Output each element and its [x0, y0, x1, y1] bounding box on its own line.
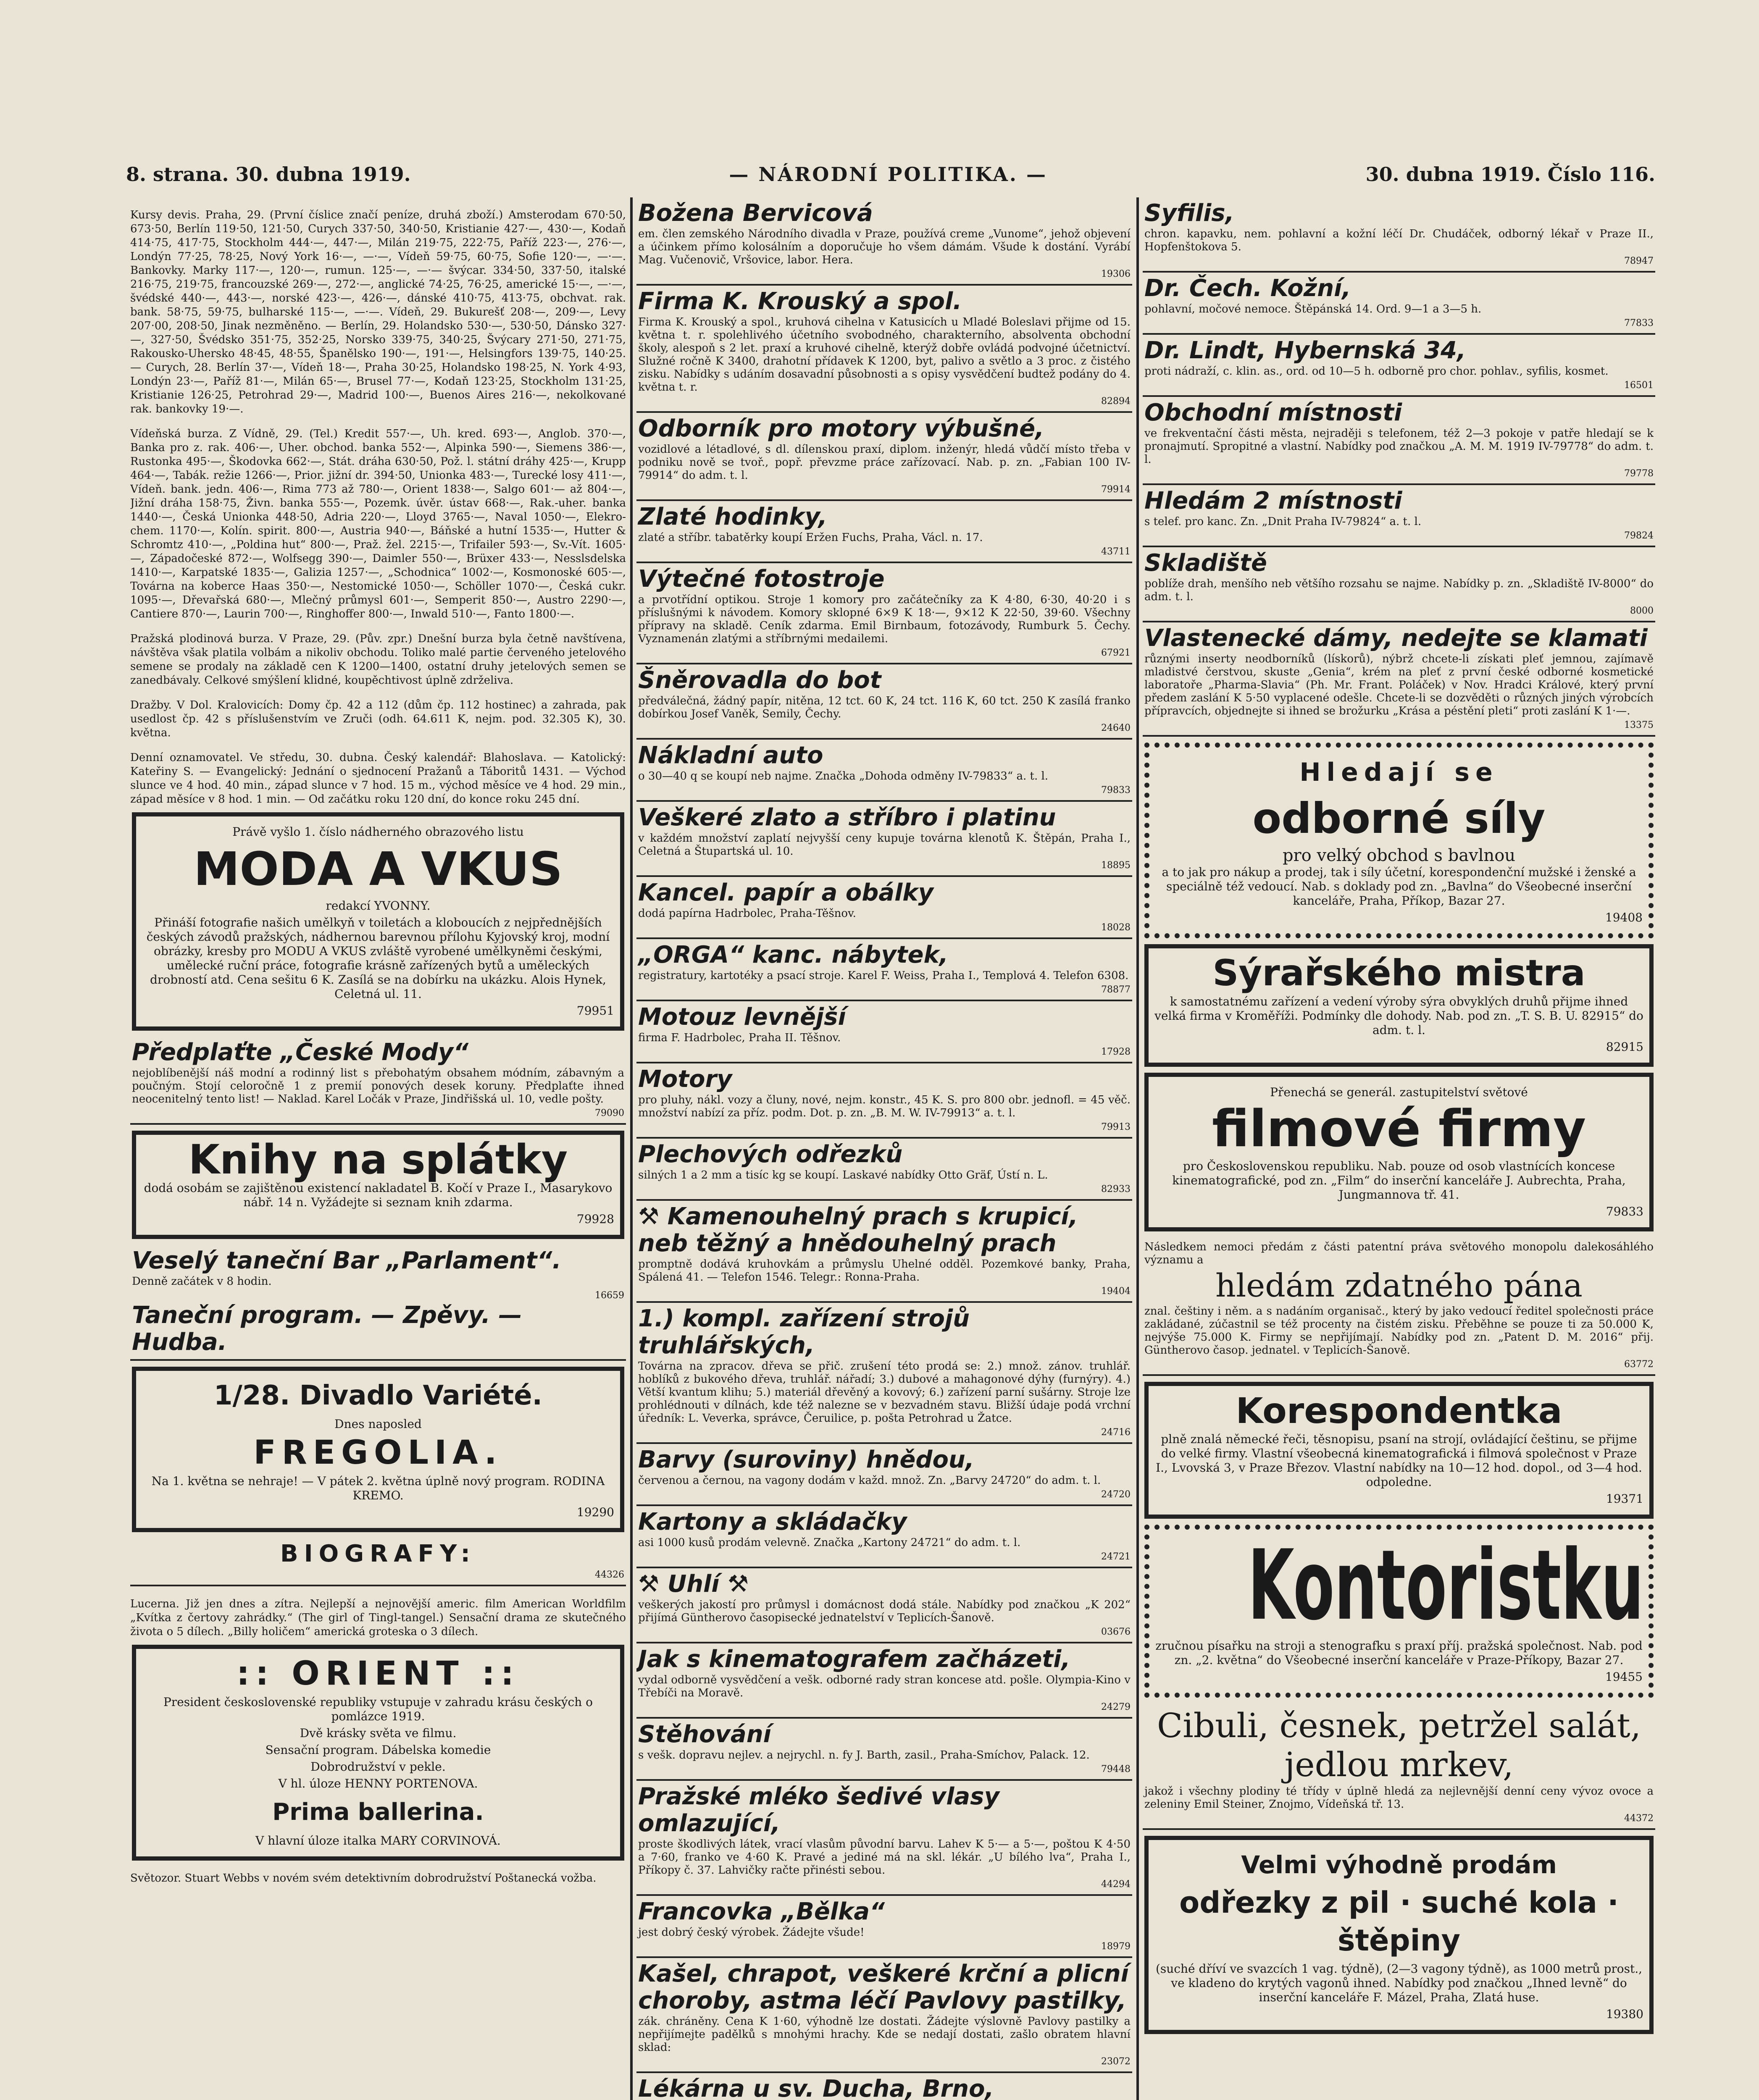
knihy-title: Knihy na splátky: [188, 1136, 568, 1183]
kontoristku-ad: [1144, 1525, 1654, 1698]
ad-text: firma F. Hadrbolec, Praha II. Těšnov.: [638, 1032, 841, 1044]
varietes-note: Na 1. května se nehraje! — V pátek 2. května úplně nový program. RODINA KREMO.: [151, 1474, 605, 1502]
ad-text: Firma K. Krouský a spol., kruhová cihelna v Katusicích u Mladé Boleslavi přijme od 15. května t. r. spolehlivého účetního svobodného, charakterního, absolventa obchodní školy, alespoň s 2 let. praxí a kruhové cihelně, kterýž dobře ovládá podvojné účetnictví. Služné ročně K 3400, drahotní přídavek K 1200, byt, palivo a světlo a 3 proc. z čistého zisku. Nabídky s udáním dosavadní působnosti a s opisy vysvědčení budtež podány do 4. května t. r.: [638, 316, 1131, 394]
col2-ad-21: [636, 1896, 1132, 1958]
ad-text: červenou a černou, na vagony dodám v každ. množ. Zn. „Barvy 24720“ do adm. t. l.: [638, 1474, 1101, 1487]
ad-title: Výtečné fotostroje: [638, 565, 885, 593]
ad-code: 43711: [1101, 546, 1131, 557]
ad-text: předválečná, žádný papír, nitěna, 12 tct. 60 K, 24 tct. 116 K, 60 tct. 250 K zasílá franko dobírkou Josef Vaněk, Semily, Čechy.: [638, 695, 1131, 720]
ad-title: Kancel. papír a obálky: [638, 879, 934, 906]
sily-sub: pro velký obchod s bavlnou: [1282, 846, 1516, 865]
ad-title: 1.) kompl. zařízení strojů truhlářských,: [638, 1305, 970, 1359]
ad-code: 78877: [1101, 984, 1131, 995]
ad-text: asi 1000 kusů prodám velevně. Značka „Kartony 24721“ do adm. t. l.: [638, 1536, 1021, 1549]
zdatny-intro: Následkem nemoci předám z části patentní práva světového monopolu dalekosáhlého významu a: [1144, 1241, 1654, 1266]
ad-code: 13375: [1624, 720, 1654, 730]
col3-ad-4: [1143, 485, 1655, 547]
ad-title: Šněrovadla do bot: [638, 667, 881, 694]
ad-text: pohlavní, močové nemoce. Štěpánská 14. Ord. 9—1 a 3—5 h.: [1144, 303, 1482, 315]
varietes-title: 1/28. Divadlo Variété.: [214, 1380, 542, 1411]
ad-code: 67921: [1101, 648, 1131, 658]
knihy-code: 79928: [576, 1212, 614, 1226]
col2-ad-4: [636, 563, 1132, 664]
orient-text-2: Dvě krásky světa ve filmu.: [300, 1726, 457, 1740]
ad-code: 82933: [1101, 1184, 1131, 1194]
col2-ad-8: [636, 877, 1132, 939]
moda-a-vkus-ad: [132, 812, 624, 1031]
ad-text: vydal odborně vysvědčení a vešk. odborné rady stran koncese atd. pošle. Olympia-Kino v Třebíči na Moravě.: [638, 1674, 1131, 1699]
ad-code: 18028: [1101, 922, 1131, 933]
col2-ad-7: [636, 802, 1132, 877]
col2-ad-16: [636, 1506, 1132, 1568]
ad-text: dodá papírna Hadrbolec, Praha-Těšnov.: [638, 907, 856, 920]
orient-ad: [132, 1645, 624, 1861]
ad-title: Pražské mléko šedivé vlasy omlazující,: [638, 1783, 1000, 1837]
ad-title: Barvy (suroviny) hnědou,: [638, 1446, 975, 1473]
moda-intro: Právě vyšlo 1. číslo nádherného obrazového listu: [232, 825, 524, 839]
ad-code: 17928: [1101, 1047, 1131, 1057]
lucerna-ad: Lucerna. Již jen dnes a zítra. Nejlepší a nejnovější americ. film American Worldfilm „Kvítka z čertovy zahrádky.“ (The girl of Tingl-tangel.) Sensační drama ze skutečného života o 5 dílech. „Billy holičem“ americká groteska o 3 dílech.: [130, 1598, 626, 1638]
ad-code: 24716: [1101, 1427, 1131, 1438]
col2-ad-3: [636, 501, 1132, 563]
odr-big: odřezky z pil · suché kola · štěpiny: [1179, 1885, 1619, 1958]
bar-sub: Denně začátek v 8 hodin.: [132, 1275, 272, 1288]
col2-ad-23: [636, 2073, 1132, 2100]
orient-title: :: ORIENT ::: [236, 1655, 520, 1693]
col2-ad-17: [636, 1568, 1132, 1643]
ad-text: em. člen zemského Národního divadla v Praze, používá creme „Vunome“, jehož objevení a účinkem přímo kolosálním a doporučuje ho všem dámám. Všude k dostání. Vyrábí Mag. Vučenovič, Vršovice, labor. Hera.: [638, 228, 1131, 266]
cibule-ad: [1143, 1704, 1655, 1830]
ad-text: různými inserty neodborníků (lískorů), nýbrž chcete-li získati pleť jemnou, zajímavě mladistvé čerstvou, skuste „Genia“, krém na pleť z první české odborné kosmetické laboratoře „Pharma-Slavia“ (Ph. Mr. Frant. Poláček) v Nov. Hradci Králové, který první předem zaslání K 5·50 vyplacené odešle. Chcete-li se dozvěděti o různých jiných výrobcích přípravcích, objednejte si ihned se brožurku „Krása a péstění pleti“ proti zaslání K 1·—.: [1144, 653, 1654, 717]
ad-title: Lékárna u sv. Ducha, Brno,: [638, 2075, 994, 2100]
ad-text: s vešk. dopravu nejlev. a nejrychl. n. fy J. Barth, zasil., Praha-Smíchov, Palack. 12.: [638, 1749, 1090, 1761]
ad-title: Odborník pro motory výbušné,: [638, 415, 1044, 442]
ad-code: 82894: [1101, 396, 1131, 407]
ad-title: Dr. Lindt, Hybernská 34,: [1144, 337, 1466, 364]
column-1: [130, 197, 626, 2100]
col2-ad-13: [636, 1201, 1132, 1303]
sily-big: odborné síly: [1252, 794, 1546, 843]
col3-ad-2: [1143, 335, 1655, 397]
col2-ad-15: [636, 1444, 1132, 1506]
zdatny-big: hledám zdatného pána: [1215, 1267, 1583, 1304]
col2-ad-10: [636, 1001, 1132, 1063]
ad-text: s telef. pro kanc. Zn. „Dnit Praha IV-79824“ a. t. l.: [1144, 515, 1422, 528]
ad-code: 77833: [1624, 318, 1654, 328]
col2-ad-22: [636, 1958, 1132, 2073]
column-3-classifieds: [1143, 197, 1655, 737]
ad-text: v každém množství zaplatí nejvyšší ceny kupuje továrna klenotů K. Štěpán, Praha I., Celetná a Štupartská ul. 10.: [638, 832, 1131, 858]
ad-title: ⚒ Uhlí ⚒: [638, 1570, 749, 1598]
zdatny-pan-ad: [1143, 1237, 1655, 1376]
ad-text: chron. kapavku, nem. pohlavní a kožní léčí Dr. Chudáček, odborný lékař v Praze II., Hopfenštokova 5.: [1144, 228, 1654, 253]
odborne-sily-ad: [1144, 743, 1654, 938]
devisa-report: Kursy devis. Praha, 29. (První číslice značí peníze, druhá zboží.) Amsterodam 670·50, 673·50, Berlín 119·50, 121·50, Curych 337·50, 340·50, Kristianie 427·—, 430·—, Kodaň 414·75, 417·75, Stockholm 444·—, 447·—, Milán 219·75, 222·75, Paříž 223·—, 276·—, Londýn 77·25, 78·25, Nový York 16·—, —·—, Vídeň 59·75, 60·75, Sofie 120·—, —·—. Bankovky. Marky 117·—, 120·—, rumun. 125·—, —·— švýcar. 334·50, 337·50, italské 216·75, 219·75, francouzské 269·—, 272·—, anglické 74·25, 76·25, americké 15·—, —·—, švédské 440·—, 443·—, norské 423·—, 426·—, dánské 410·75, 413·75, obchvat. rak. bank. 58·75, 59·75, bulharské 115·—, —·—. Vídeň, 29. Bukurešť 208·—, 209·—, Levy 207·00, 208·50, Jinak nezměněno. — Berlín, 29. Holandsko 530·—, 530·50, Dánsko 327·—, 327·50, Švédsko 351·75, 352·25, Norsko 339·75, 340·25, Švýcary 271·50, 271·75, Rakousko-Uhersko 48·45, 48·55, Španělsko 190·—, 191·—, Helsingfors 139·75, 140·25. — Curych, 28. Berlín 37·—, Vídeň 18·—, Praha 30·25, Holandsko 198·25, N. York 4·93, Londýn 23·—, Paříž 81·—, Milán 65·—, Brusel 77·—, Kodaň 123·25, Stockholm 131·25, Kristianie 126·25, Petrohrad 29·—, Madrid 100·—, Buenos Aires 216·—, nekolkované rak. bankovky 19·—.: [130, 209, 626, 415]
ad-code: 79824: [1624, 530, 1654, 541]
varietes-code: 19290: [576, 1505, 614, 1519]
ad-code: 79914: [1101, 484, 1131, 495]
zdatny-text: znal. češtiny i něm. a s nadáním organisač., který by jako vedoucí ředitel společnosti práce zakládané, zúčastnil se též procenty na čistém zisku. Přeběhne se pouze ti za 50.000 K, nejvýše 75.000 K. Firmy se nepřijímají. Nabídky pod zn. „Patent D. M. 2016“ přij. Güntherovo časop. jednatel. v Teplicích-Šanově.: [1144, 1305, 1654, 1357]
column-2: [636, 197, 1132, 2100]
film-big: filmové firmy: [1212, 1100, 1586, 1158]
daily-calendar: Denní oznamovatel. Ve středu, 30. dubna. Český kalendář: Blahoslava. — Katolický: Kateřiny S. — Evangelický: Jednání o sjednocení Pražanů a Táboritů 1431. — Východ slunce ve 4 hod. 40 min., západ slunce v 7 hod. 15 m., východ měsíce ve 4 hod. 29 min., západ měsíce v 8 hod. 1 min. — Od začátku roku 120 dní, do konce roku 245 dní.: [130, 751, 626, 806]
bar-title: Veselý taneční Bar „Parlament“.: [132, 1247, 561, 1274]
moda-text: Přináší fotografie našich umělkyň v toiletách a kloboucích z nejpřednějších českých závodů pražských, nádhernou barevnou přílohu Kyjovský kroj, modní obrázky, kresby pro MODU A VKUS zvláště vyrobené umělkyněmi českými, umělecké ruční práce, fotografie krásně zařízených bytů a uměleckých drobností atd. Cena sešitu 6 K. Zasílá se na dobírku na ukázku. Alois Hynek, Celetná ul. 11.: [146, 916, 610, 1001]
varietes-ad: [132, 1367, 624, 1532]
kont-big: Kontoristku: [1248, 1530, 1644, 1642]
col2-ad-18: [636, 1643, 1132, 1719]
ad-title: Zlaté hodinky,: [638, 503, 827, 530]
moda-editor: redakcí YVONNY.: [326, 899, 431, 913]
moda-title: MODA A VKUS: [193, 842, 563, 896]
biografy-heading: [130, 1538, 626, 1586]
ad-code: 19306: [1101, 269, 1131, 279]
sily-text: a to jak pro nákup a prodej, tak i síly účetní, korespondenční mužské i ženské a speciálně též vedoucí. Nab. s doklady pod zn. „Bavlna“ do Všeobecné inserční kanceláře, Praha, Příkop, Bazar 27.: [1162, 865, 1636, 908]
ad-code: 8000: [1630, 606, 1654, 616]
biografy-title: BIOGRAFY:: [280, 1540, 476, 1567]
ad-title: Francovka „Bělka“: [638, 1898, 885, 1925]
col2-ad-9: [636, 939, 1132, 1001]
ad-text: pro pluhy, nákl. vozy a čluny, nové, nejm. konstr., 45 K. S. pro 800 obr. jednofl. = 45 věč. množství nabízí za příz. podm. Dot. p. zn. „B. M. W. IV-79913“ a. t. l.: [638, 1094, 1131, 1119]
ad-text: registratury, kartotéky a psací stroje. Karel F. Weiss, Praha I., Templová 4. Telefon 6308.: [638, 969, 1129, 982]
col3-ad-6: [1143, 622, 1655, 737]
predplatte-text: nejoblíbenější náš modní a rodinný list s přebohatým obsahem módním, zábavným a poučným. Stojí celoročně 1 z premií ponových desek koruny. Předplaťte ihned neocenitelný tento list! — Naklad. Karel Ločák v Praze, Jindřišská ul. 10, vedle pošty.: [132, 1067, 624, 1105]
ad-text: a prvotřídní optikou. Stroje 1 komory pro začátečníky za K 4·80, 6·30, 40·20 i s příslušnými k návodem. Komory sklopné 6×9 K 18·—, 9×12 K 22·50, 39·60. Všechny přípravy na skladě. Ceník zdarma. Emil Birnbaum, fotozávody, Rumburk 5. Čechy. Vyznamenán zlatými a stříbrnými medailemi.: [638, 593, 1131, 645]
syrar-ad: [1144, 944, 1654, 1067]
ad-text: proti nádraží, c. klin. as., ord. od 10—5 h. odborně pro chor. pohlav., syfilis, kosmet.: [1144, 365, 1609, 378]
ad-code: 16501: [1624, 380, 1654, 391]
korespondentka-ad: [1144, 1382, 1654, 1519]
col3-ad-3: [1143, 397, 1655, 485]
col3-ad-0: [1143, 197, 1655, 273]
ad-title: Firma K. Krouský a spol.: [638, 288, 962, 315]
zdatny-code: 63772: [1624, 1359, 1654, 1370]
ad-title: Vlastenecké dámy, nedejte se klamati: [1144, 625, 1648, 652]
ad-code: 79913: [1101, 1122, 1131, 1132]
ad-title: Nákladní auto: [638, 742, 823, 769]
column-rule-2: [1136, 197, 1139, 2100]
ad-code: 03676: [1101, 1627, 1131, 1637]
ad-title: Skladiště: [1144, 549, 1267, 577]
ad-code: 23072: [1101, 2056, 1131, 2067]
ad-text: silných 1 a 2 mm a tisíc kg se koupí. Laskavé nabídky Otto Gräf, Ústí n. L.: [638, 1169, 1048, 1181]
orient-text-6: Prima ballerina.: [272, 1798, 484, 1826]
ad-title: Motory: [638, 1066, 732, 1093]
odrezky-ad: [1144, 1836, 1654, 2034]
ad-title: Stěhování: [638, 1721, 771, 1748]
moda-code: 79951: [576, 1004, 614, 1018]
bar-code: 16659: [595, 1290, 624, 1301]
col2-ad-2: [636, 413, 1132, 501]
ad-code: 24721: [1101, 1551, 1131, 1562]
col2-ad-11: [636, 1063, 1132, 1139]
ceske-mody-ad: [130, 1037, 626, 1125]
ad-title: Plechových odřezků: [638, 1141, 903, 1168]
ad-title: ⚒ Kamenouhelný prach s krupicí, neb těžný a hnědouhelný prach: [638, 1203, 1078, 1257]
ad-code: 79833: [1101, 785, 1131, 795]
syr-text: k samostatnému zařízení a vedení výroby sýra obvyklých druhů přijme ihned velká firma v Kroměříži. Podmínky dle dohody. Nab. pod zn. „T. S. B. U. 82915“ do adm. t. l.: [1154, 995, 1643, 1037]
ad-text: jest dobrý český výrobek. Žádejte všude!: [638, 1926, 865, 1939]
ad-text: ve frekventační části města, nejraději s telefonem, též 2—3 pokoje v patře hledají se k pronajmutí. Spropitné a vlastní. Nabídky pod značkou „A. M. M. 1919 IV-79778“ do adm. t. l.: [1144, 427, 1654, 466]
ad-title: Syfilis,: [1144, 200, 1234, 227]
kont-text: zručnou písařku na stroji a stenografku s praxí příj. pražská společnost. Nab. pod zn. „2. května“ do Všeobecné inserční kanceláře v Praze-Příkopy, Bazar 27.: [1155, 1639, 1643, 1667]
ad-text: promptně dodává kruhovkám a průmyslu Uhelné odděl. Pozemkové banky, Praha, Spálená 41. — Telefon 1546. Telegr.: Ronna-Praha.: [638, 1258, 1131, 1284]
predplatte-title: Předplaťte „České Mody“: [132, 1039, 469, 1066]
ad-code: 19404: [1101, 1286, 1131, 1297]
biografy-code: 44326: [595, 1570, 624, 1580]
col2-ad-6: [636, 740, 1132, 802]
ad-code: 24720: [1101, 1489, 1131, 1500]
kor-text: plně znalá německé řeči, těsnopisu, psaní na strojí, ovládající češtinu, se přijme do velké firmy. Vlastní všeobecná kinematografická i filmová společnost v Praze I., Lvovská 3, v Praze Březov. Vlastní nabídky na 10—12 hod. dopol., od 3—4 hod. odpoledne.: [1156, 1432, 1642, 1489]
col2-ad-12: [636, 1139, 1132, 1201]
sily-title: Hledají se: [1299, 758, 1499, 787]
auctions-notice: Dražby. V Dol. Kralovicích: Domy čp. 42 a 112 (dům čp. 112 hostinec) a zahrada, pak usedlost čp. 42 s příslušenstvím ve Zruči (odh. 64.611 K, nejm. pod. 32.305 K), 30. května.: [130, 699, 626, 739]
kor-code: 19371: [1606, 1492, 1643, 1506]
orient-text-3: Sensační program. Dábelska komedie: [265, 1743, 491, 1757]
ad-title: Božena Bervicová: [638, 200, 873, 227]
cib-code: 44372: [1624, 1813, 1654, 1824]
ad-code: 78947: [1624, 256, 1654, 266]
header-right: 30. dubna 1919. Číslo 116.: [1365, 163, 1655, 186]
ad-code: 18895: [1101, 860, 1131, 871]
ad-text: vozidlové a létadlové, s dl. dílenskou praxí, diplom. inženýr, hledá vůdčí místo třeba v podniku nově se tvoř., popř. převzme práce zařízovací. Nab. p. zn. „Fabian 100 IV-79914“ do adm. t. l.: [638, 443, 1131, 482]
syr-code: 82915: [1606, 1040, 1643, 1054]
col2-ad-19: [636, 1719, 1132, 1781]
cib-text: jakož i všechny plodiny té třídy v úplně hledá za nejlevnější denní ceny vývoz ovoce a zeleniny Emil Steiner, Znojmo, Vídeňská tř. 13.: [1144, 1785, 1654, 1811]
ad-code: 79778: [1624, 468, 1654, 479]
knihy-text: dodá osobám se zajištěnou existencí nakladatel B. Kočí v Praze I., Masarykovo nábř. 14 n. Vyžádejte si seznam knih zdarma.: [144, 1181, 613, 1209]
ad-text: proste škodlivých látek, vrací vlasům původní barvu. Lahev K 5·— a 5·—, poštou K 4·50 a 7·60, franko ve 4·60 K. Pravé a jediné má na skl. lékár. „U bílého lva“, Praha I., Příkopy č. 37. Lahvičky račte přinésti sebou.: [638, 1838, 1131, 1877]
odr-code: 19380: [1606, 2007, 1643, 2021]
odr-title: Velmi výhodně prodám: [1241, 1851, 1557, 1879]
ad-text: poblíže drah, menšího neb většího rozsahu se najme. Nabídky p. zn. „Skladiště IV-8000“ do adm. t. l.: [1144, 578, 1654, 603]
kont-code: 19455: [1605, 1670, 1643, 1684]
predplatte-code: 79090: [595, 1108, 624, 1118]
col2-ad-1: [636, 286, 1132, 413]
filmove-firmy-ad: [1144, 1073, 1654, 1231]
ad-title: Kartony a skládačky: [638, 1508, 907, 1536]
ad-title: Obchodní místnosti: [1144, 399, 1402, 426]
orient-text-1: President československé republiky vstupuje v zahradu krásu českých o pomlázce 1919.: [163, 1695, 593, 1723]
page-header: [126, 155, 1655, 193]
ad-code: 24640: [1101, 723, 1131, 733]
varietes-name: FREGOLIA.: [253, 1434, 503, 1472]
bar-slogan: Taneční program. — Zpěvy. — Hudba.: [132, 1302, 522, 1356]
vienna-exchange-report: Vídeňská burza. Z Vídně, 29. (Tel.) Kredit 557·—, Uh. kred. 693·—, Anglob. 370·—, Banka pro z. rak. 406·—, Uher. obchod. banka 552·—, Alpinka 590·—, Siemens 386·—, Rustonka 495·—, Škodovka 662·—, Stát. dráha 630·50, Pož. l. státní dráhy 425·—, Krupp 464·—, Tabák. režie 1266·—, Prior. jižní dr. 394·50, Unionka 483·—, Turecké losy 411·—, Vídeň. bank. jedn. 406·—, Rima 773 až 780·—, Orient 1838·—, Salgo 601·— až 804·—, Jižní dráha 158·75, Živn. banka 555·—, Pozemk. úvěr. ústav 668·—, Rak.-uher. banka 1440·—, Česká Unionka 448·50, Adria 220·—, Lloyd 3765·—, Naval 1050·—, Elekro-chem. 1170·—, Kolín. spirit. 800·—, Austria 940·—, Báňské a hutní 1535·—, Hutter & Schromtz 410·—, „Poldina hut“ 800·—, Praž. žel. 2215·—, Trifailer 593·—, Sv.-Vít. 1605·—, Západočeské 872·—, Wolfsegg 390·—, Daimler 550·—, Brüxer 433·—, Nesslsdelska 1410·—, Karpatské 1835·—, Galizia 1257·—, „Schodnica“ 1002·—, Kosmonoské 605·—, Továrna na koberce Haas 350·—, Nestomické 1050·—, Schöller 1070·—, Česká cukr. 1095·—, Dřevařská 680·—, Mlečný průmysl 601·—, Semperit 850·—, Austro 2290·—, Cantiere 870·—, Laurin 700·—, Ringhoffer 800·—, Inwald 510·—, Fanto 1800·—.: [130, 428, 626, 620]
ad-title: Veškeré zlato a stříbro i platinu: [638, 804, 1056, 831]
ad-text: Továrna na zpracov. dřeva se přič. zrušení této prodá se: 2.) množ. zánov. truhlář. hoblíků z bukového dřeva, truhlář. nářadí; 3.) dubové a mahagonové dýhy (furnýry). 4.) Větší kvantum klihu; 5.) materiál dřevěný a kovový; 6.) zařízení parní sušárny. Stroje lze prohlédnouti v dílnách, kde též nalezne se v bezvadném stavu. Bližší údaje podá vrchní úředník: L. Veverka, správce, Čeruilice, p. pošta Petrohrad u Žatce.: [638, 1360, 1131, 1425]
film-code: 79833: [1606, 1205, 1643, 1218]
col2-ad-14: [636, 1303, 1132, 1444]
ad-text: veškerých jakostí pro průmysl i domácnost dodá stále. Nabídky pod značkou „K 202“ přijímá Güntherovo časopisecké jednatelství v Teplicích-Šanově.: [638, 1599, 1131, 1624]
col3-ad-5: [1143, 547, 1655, 622]
orient-text-7: V hlavní úloze italka MARY CORVINOVÁ.: [255, 1834, 501, 1848]
col2-ad-0: [636, 197, 1132, 286]
ad-title: „ORGA“ kanc. nábytek,: [638, 941, 949, 969]
col2-ad-5: [636, 664, 1132, 740]
column-rule-1: [630, 197, 633, 2100]
col3-ad-1: [1143, 273, 1655, 335]
ad-title: Jak s kinematografem začházeti,: [638, 1646, 1070, 1673]
orient-text-4: Dobrodružství v pekle.: [310, 1760, 446, 1774]
ad-text: zlaté a stříbr. tabatěrky koupí Eržen Fuchs, Praha, Václ. n. 17.: [638, 531, 983, 544]
knihy-ad: [132, 1131, 624, 1239]
ad-code: 24279: [1101, 1702, 1131, 1712]
varietes-sub: Dnes naposled: [334, 1417, 422, 1431]
ad-title: Dr. Čech. Kožní,: [1144, 275, 1351, 302]
syr-title: Sýrařského mistra: [1212, 952, 1585, 994]
kor-title: Korespondentka: [1236, 1390, 1562, 1431]
ad-title: Motouz levnější: [638, 1003, 846, 1031]
masthead-title: — NÁRODNÍ POLITIKA. —: [729, 163, 1047, 186]
cib-big: Cibuli, česnek, petržel salát, jedlou mrkev,: [1157, 1706, 1641, 1784]
column-3: [1143, 197, 1655, 2100]
ad-code: 18979: [1101, 1941, 1131, 1952]
sily-code: 19408: [1605, 911, 1643, 924]
produce-exchange-report: Pražská plodinová burza. V Praze, 29. (Pův. zpr.) Dnešní burza byla četně navštívena, návštěva však platila volbám a nikoliv obchodu. Toliko malé partie červeného jetelového semene se prodaly na základě cen K 1200—1400, ostatní druhy jetelových semen se zanedbávaly. Celkové smýšlení klidné, koupěchtivost úplně zdrželiva.: [130, 633, 626, 687]
col2-ad-20: [636, 1781, 1132, 1896]
ad-code: 44294: [1101, 1879, 1131, 1890]
bar-parlament-ad: [130, 1245, 626, 1361]
ad-text: zák. chráněny. Cena K 1·60, výhodně lze dostati. Žádejte výslovně Pavlovy pastilky a nepřijímejte padělků s mnohými hrachy. Kde se nedají dostati, zašlo obratem hlavní sklad:: [638, 2015, 1131, 2054]
ad-code: 79448: [1101, 1764, 1131, 1774]
film-text: pro Československou republiku. Nab. pouze od osob vlastnících koncese kinematografické, pod zn. „Film“ do inserční kanceláře J. Aubrechta, Praha, Jungmannova tř. 41.: [1172, 1159, 1626, 1202]
ad-title: Kašel, chrapot, veškeré krční a plicní choroby, astma léčí Pavlovy pastilky,: [638, 1960, 1129, 2014]
ad-title: Hledám 2 místnosti: [1144, 487, 1402, 514]
odr-text: (suché dříví ve svazcích 1 vag. týdně), (2—3 vagony týdně), as 1000 metrů prost., ve kladeno do krytých vagonů ihned. Nabídky pod značkou „Ihned levně“ do inserční kanceláře F. Mázel, Praha, Zlatá huse.: [1155, 1962, 1643, 2004]
film-intro: Přenechá se generál. zastupitelství světové: [1270, 1085, 1528, 1099]
header-left: 8. strana. 30. dubna 1919.: [126, 163, 411, 186]
ad-text: o 30—40 q se koupí neb najme. Značka „Dohoda odměny IV-79833“ a. t. l.: [638, 770, 1049, 782]
svetozor-ad: Světozor. Stuart Webbs v novém svém detektivním dobrodružství Poštanecká vožba.: [130, 1872, 597, 1885]
orient-text-5: V hl. úloze HENNY PORTENOVA.: [278, 1777, 478, 1790]
